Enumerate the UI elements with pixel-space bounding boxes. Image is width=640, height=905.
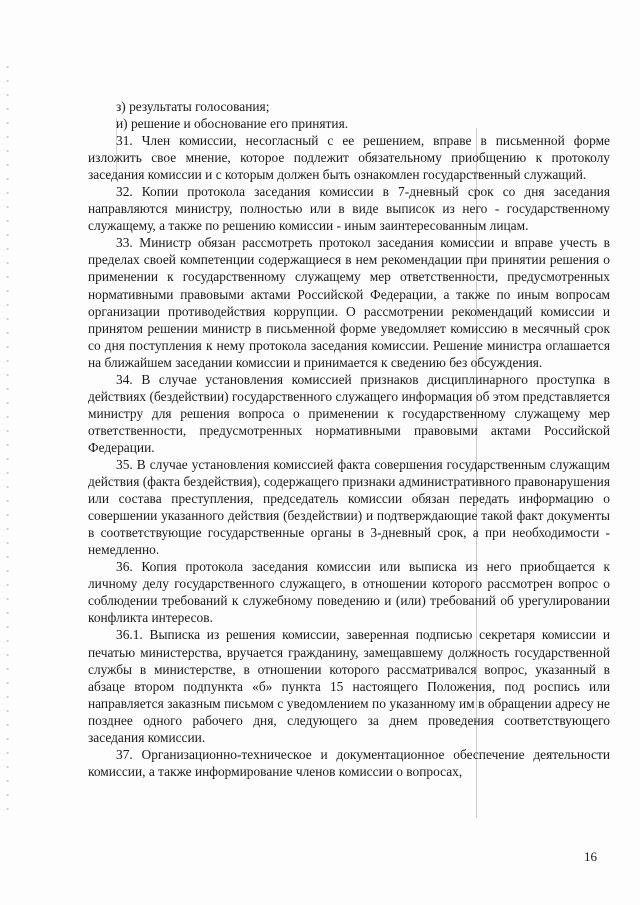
paragraph-32: 32. Копии протокола заседания комиссии в 7-дневный срок со дня заседания направляются министру, полностью или в виде выписок из него - государственному служащему, а также по решению комиссии - иным заинтересованным лицам. [88, 184, 610, 234]
paragraph-37: 37. Организационно-техническое и документационное обеспечение деятельности комиссии, а также информирование членов комиссии о вопросах, [88, 746, 610, 779]
paragraph-31: 31. Член комиссии, несогласный с ее решением, вправе в письменной форме изложить свое мнение, которое подлежит обязательному приобщению к протоколу заседания комиссии и с которым должен быть ознакомлен государственный служащий. [88, 133, 610, 183]
paragraph-36-1: 36.1. Выписка из решения комиссии, заверенная подписью секретаря комиссии и печатью министерства, вручается гражданину, замещавшему должность государственной службы в министерстве, в отношении которого рассматривался вопрос, указанный в абзаце втором подпункта «б» пункта 15 настоящего Положения, под роспись или направляется заказным письмом с уведомлением по указанному им в обращении адресу не позднее одного рабочего дня, следующего за днем проведения соответствующего заседания комиссии. [88, 627, 610, 745]
list-item-i: и) решение и обоснование его принятия. [116, 116, 349, 132]
document-body [88, 98, 610, 780]
paragraph-36: 36. Копия протокола заседания комиссии или выписка из него приобщается к личному делу государственного служащего, в отношении которого рассмотрен вопрос о соблюдении требований к служебному поведению и (или) требований об урегулировании конфликта интересов. [88, 559, 610, 626]
paragraph-33: 33. Министр обязан рассмотреть протокол заседания комиссии и вправе учесть в пределах своей компетенции содержащиеся в нем рекомендации при принятии решения о применении к государственному служащему мер ответственности, предусмотренных нормативными правовыми актами Российской Федерации, а также по иным вопросам организации противодействия коррупции. О рассмотрении рекомендаций комиссии и принятом решении министр в письменной форме уведомляет комиссию в месячный срок со дня поступления к нему протокола заседания комиссии. Решение министра оглашается на ближайшем заседании комиссии и принимается к сведению без обсуждения. [88, 235, 610, 370]
page-number: 16 [584, 849, 597, 864]
scan-margin-dots [6, 60, 9, 820]
list-item-z: з) результаты голосования; [116, 99, 270, 114]
paragraph-34: 34. В случае установления комиссией признаков дисциплинарного проступка в действиях (бездействии) государственного служащего информация об этом представляется министру для решения вопроса о применении к государственному служащему мер ответственности, предусмотренных нормативными правовыми актами Российской Федерации. [88, 371, 610, 455]
paragraph-35: 35. В случае установления комиссией факта совершения государственным служащим действия (факта бездействия), содержащего признаки административного правонарушения или состава преступления, председатель комиссии обязан передать информацию о совершении указанного действия (бездействии) и подтверждающие такой факт документы в соответствующие государственные органы в 3-дневный срок, а при необходимости - немедленно. [88, 456, 610, 558]
